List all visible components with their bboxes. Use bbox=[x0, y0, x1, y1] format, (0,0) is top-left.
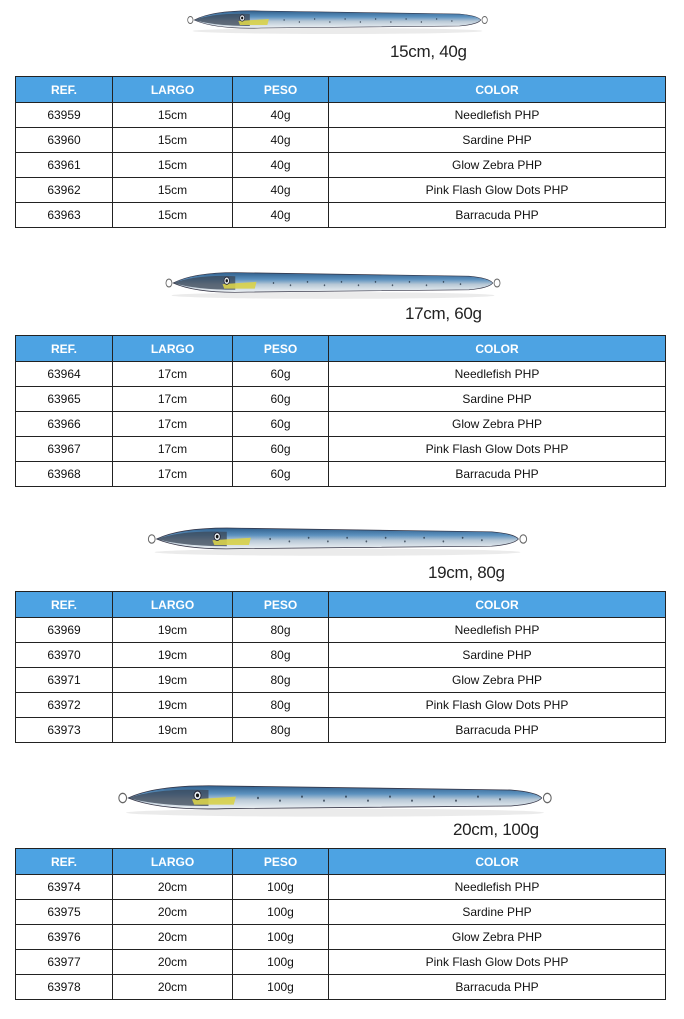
column-header-largo: LARGO bbox=[113, 336, 233, 362]
table-row bbox=[16, 618, 666, 643]
table-header-row bbox=[16, 77, 666, 103]
cell-ref: 63961 bbox=[16, 153, 113, 178]
column-header-color: COLOR bbox=[329, 849, 666, 875]
spec-table bbox=[15, 335, 666, 487]
cell-peso: 100g bbox=[233, 875, 329, 900]
cell-largo: 19cm bbox=[113, 668, 233, 693]
table-row bbox=[16, 103, 666, 128]
cell-color: Sardine PHP bbox=[329, 128, 666, 153]
cell-largo: 19cm bbox=[113, 718, 233, 743]
cell-peso: 100g bbox=[233, 975, 329, 1000]
table-row bbox=[16, 693, 666, 718]
cell-color: Pink Flash Glow Dots PHP bbox=[329, 437, 666, 462]
column-header-peso: PESO bbox=[233, 77, 329, 103]
cell-largo: 15cm bbox=[113, 153, 233, 178]
table-row bbox=[16, 643, 666, 668]
cell-peso: 80g bbox=[233, 718, 329, 743]
column-header-largo: LARGO bbox=[113, 849, 233, 875]
cell-ref: 63965 bbox=[16, 387, 113, 412]
cell-color: Pink Flash Glow Dots PHP bbox=[329, 178, 666, 203]
cell-largo: 20cm bbox=[113, 925, 233, 950]
cell-peso: 60g bbox=[233, 387, 329, 412]
cell-ref: 63970 bbox=[16, 643, 113, 668]
table-row bbox=[16, 387, 666, 412]
table-row bbox=[16, 178, 666, 203]
table-row bbox=[16, 362, 666, 387]
cell-ref: 63976 bbox=[16, 925, 113, 950]
column-header-color: COLOR bbox=[329, 592, 666, 618]
cell-largo: 19cm bbox=[113, 618, 233, 643]
lure-icon bbox=[185, 5, 490, 35]
table-row bbox=[16, 462, 666, 487]
table-row bbox=[16, 203, 666, 228]
cell-peso: 60g bbox=[233, 437, 329, 462]
cell-largo: 19cm bbox=[113, 693, 233, 718]
lure-icon bbox=[163, 266, 503, 300]
cell-peso: 60g bbox=[233, 412, 329, 437]
column-header-ref: REF. bbox=[16, 336, 113, 362]
cell-peso: 100g bbox=[233, 950, 329, 975]
cell-largo: 17cm bbox=[113, 412, 233, 437]
table-row bbox=[16, 718, 666, 743]
table-row bbox=[16, 900, 666, 925]
cell-largo: 17cm bbox=[113, 462, 233, 487]
cell-color: Needlefish PHP bbox=[329, 618, 666, 643]
cell-ref: 63971 bbox=[16, 668, 113, 693]
cell-peso: 60g bbox=[233, 362, 329, 387]
spec-table bbox=[15, 591, 666, 743]
cell-largo: 20cm bbox=[113, 875, 233, 900]
table-row bbox=[16, 437, 666, 462]
cell-peso: 40g bbox=[233, 128, 329, 153]
table-row bbox=[16, 875, 666, 900]
lure-icon bbox=[145, 521, 530, 557]
lure-image bbox=[185, 5, 490, 35]
cell-peso: 100g bbox=[233, 925, 329, 950]
cell-color: Glow Zebra PHP bbox=[329, 412, 666, 437]
column-header-peso: PESO bbox=[233, 592, 329, 618]
cell-color: Glow Zebra PHP bbox=[329, 925, 666, 950]
cell-peso: 40g bbox=[233, 203, 329, 228]
cell-peso: 80g bbox=[233, 618, 329, 643]
table-row bbox=[16, 412, 666, 437]
cell-ref: 63960 bbox=[16, 128, 113, 153]
cell-ref: 63968 bbox=[16, 462, 113, 487]
lure-icon bbox=[115, 778, 555, 818]
cell-peso: 80g bbox=[233, 668, 329, 693]
lure-caption: 20cm, 100g bbox=[453, 820, 539, 839]
cell-largo: 15cm bbox=[113, 203, 233, 228]
cell-ref: 63962 bbox=[16, 178, 113, 203]
cell-largo: 17cm bbox=[113, 362, 233, 387]
cell-color: Pink Flash Glow Dots PHP bbox=[329, 693, 666, 718]
cell-color: Sardine PHP bbox=[329, 643, 666, 668]
column-header-ref: REF. bbox=[16, 592, 113, 618]
cell-color: Barracuda PHP bbox=[329, 718, 666, 743]
cell-ref: 63977 bbox=[16, 950, 113, 975]
cell-ref: 63978 bbox=[16, 975, 113, 1000]
cell-color: Barracuda PHP bbox=[329, 975, 666, 1000]
cell-largo: 17cm bbox=[113, 387, 233, 412]
cell-color: Glow Zebra PHP bbox=[329, 668, 666, 693]
table-row bbox=[16, 975, 666, 1000]
cell-largo: 15cm bbox=[113, 128, 233, 153]
cell-ref: 63963 bbox=[16, 203, 113, 228]
cell-largo: 15cm bbox=[113, 103, 233, 128]
table-row bbox=[16, 128, 666, 153]
lure-image bbox=[163, 266, 503, 300]
column-header-peso: PESO bbox=[233, 849, 329, 875]
cell-peso: 80g bbox=[233, 693, 329, 718]
cell-peso: 80g bbox=[233, 643, 329, 668]
spec-table bbox=[15, 848, 666, 1000]
cell-color: Pink Flash Glow Dots PHP bbox=[329, 950, 666, 975]
table-header-row bbox=[16, 592, 666, 618]
cell-color: Barracuda PHP bbox=[329, 462, 666, 487]
column-header-ref: REF. bbox=[16, 77, 113, 103]
cell-ref: 63964 bbox=[16, 362, 113, 387]
lure-image bbox=[145, 521, 530, 557]
table-header-row bbox=[16, 849, 666, 875]
table-row bbox=[16, 925, 666, 950]
column-header-color: COLOR bbox=[329, 77, 666, 103]
column-header-peso: PESO bbox=[233, 336, 329, 362]
cell-largo: 15cm bbox=[113, 178, 233, 203]
cell-largo: 20cm bbox=[113, 900, 233, 925]
column-header-largo: LARGO bbox=[113, 77, 233, 103]
cell-peso: 100g bbox=[233, 900, 329, 925]
lure-image bbox=[115, 778, 555, 818]
cell-color: Sardine PHP bbox=[329, 387, 666, 412]
cell-ref: 63973 bbox=[16, 718, 113, 743]
table-row bbox=[16, 950, 666, 975]
column-header-ref: REF. bbox=[16, 849, 113, 875]
cell-largo: 17cm bbox=[113, 437, 233, 462]
table-row bbox=[16, 153, 666, 178]
spec-table bbox=[15, 76, 666, 228]
lure-caption: 19cm, 80g bbox=[428, 563, 505, 582]
lure-caption: 15cm, 40g bbox=[390, 42, 467, 61]
cell-largo: 20cm bbox=[113, 950, 233, 975]
cell-color: Needlefish PHP bbox=[329, 362, 666, 387]
cell-peso: 40g bbox=[233, 103, 329, 128]
cell-ref: 63969 bbox=[16, 618, 113, 643]
column-header-color: COLOR bbox=[329, 336, 666, 362]
table-row bbox=[16, 668, 666, 693]
cell-ref: 63967 bbox=[16, 437, 113, 462]
cell-ref: 63966 bbox=[16, 412, 113, 437]
cell-ref: 63972 bbox=[16, 693, 113, 718]
table-header-row bbox=[16, 336, 666, 362]
cell-largo: 19cm bbox=[113, 643, 233, 668]
cell-ref: 63959 bbox=[16, 103, 113, 128]
cell-color: Barracuda PHP bbox=[329, 203, 666, 228]
cell-color: Needlefish PHP bbox=[329, 103, 666, 128]
cell-peso: 40g bbox=[233, 153, 329, 178]
cell-color: Sardine PHP bbox=[329, 900, 666, 925]
cell-ref: 63974 bbox=[16, 875, 113, 900]
column-header-largo: LARGO bbox=[113, 592, 233, 618]
cell-color: Glow Zebra PHP bbox=[329, 153, 666, 178]
lure-caption: 17cm, 60g bbox=[405, 304, 482, 323]
cell-peso: 60g bbox=[233, 462, 329, 487]
cell-ref: 63975 bbox=[16, 900, 113, 925]
cell-peso: 40g bbox=[233, 178, 329, 203]
cell-largo: 20cm bbox=[113, 975, 233, 1000]
cell-color: Needlefish PHP bbox=[329, 875, 666, 900]
